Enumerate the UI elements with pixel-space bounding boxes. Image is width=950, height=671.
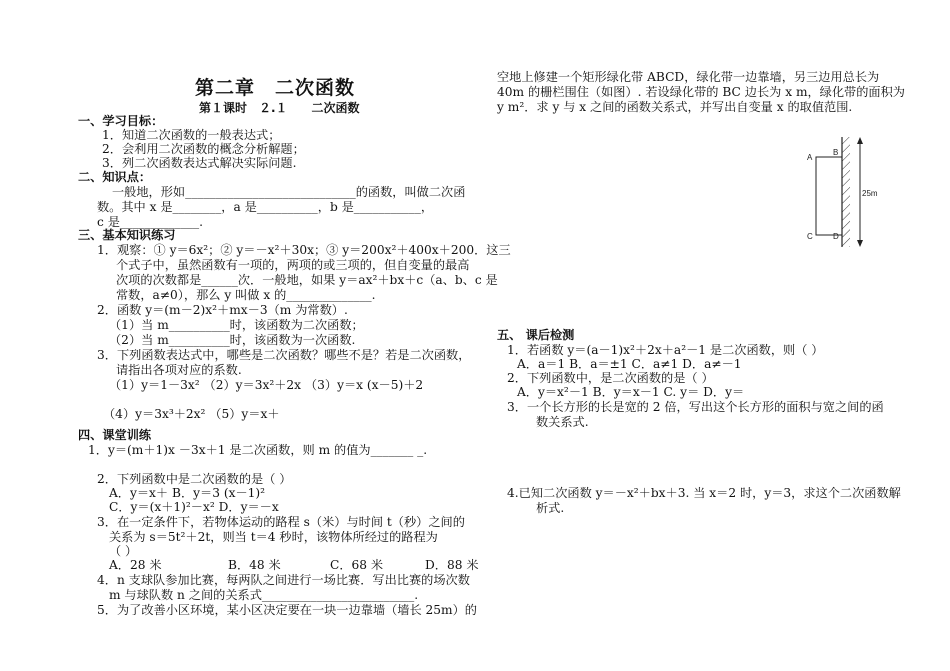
practice-line: 5．为了改善小区环境，某小区决定要在一块一边靠墙（墙长 25m）的 bbox=[97, 603, 477, 617]
practice-line: （ ） bbox=[109, 544, 138, 558]
page-title: 第二章 二次函数 bbox=[195, 77, 356, 99]
option: C．68 米 bbox=[330, 558, 384, 572]
check-line: 4.已知二次函数 y＝－x²＋bx＋3. 当 x＝2 时，y＝3，求这个二次函数解 bbox=[507, 486, 901, 500]
arrow-up-icon bbox=[857, 137, 863, 144]
greenbelt-figure bbox=[800, 135, 880, 250]
option: D．88 米 bbox=[425, 558, 479, 572]
check-line: 3．一个长方形的长是宽的 2 倍，写出这个长方形的面积与宽之间的函 bbox=[507, 400, 884, 414]
knowledge-line: 一般地，形如____________________________的函数，叫做二次函 bbox=[112, 185, 466, 199]
arrow-down-icon bbox=[857, 240, 863, 247]
label-d: D bbox=[833, 232, 839, 241]
exercise-line: （4）y＝3x³＋2x² （5）y＝x＋ bbox=[103, 407, 280, 421]
practice-line: C．y＝(x＋1)²－x² D．y＝－x bbox=[109, 500, 279, 514]
exercise-line: （2）当 m__________时，该函数为一次函数. bbox=[109, 333, 356, 347]
exercise-line: 请指出各项对应的系数. bbox=[116, 363, 242, 377]
label-b: B bbox=[833, 148, 839, 157]
greenbelt-rect bbox=[816, 157, 842, 235]
practice-line: 关系为 s＝5t²＋2t，则当 t＝4 秒时，该物体所经过的路程为 bbox=[109, 530, 438, 544]
exercise-line: 3．下列函数表达式中，哪些是二次函数？哪些不是？若是二次函数， bbox=[97, 348, 471, 362]
knowledge-line: 数。其中 x 是________，a 是__________，b 是___________， bbox=[97, 200, 434, 214]
lesson-subtitle: 第１课时 ２.１ 二次函数 bbox=[199, 101, 360, 115]
check-line: 数关系式. bbox=[536, 415, 589, 429]
problem-5-continued: y m²．求 y 与 x 之间的函数关系式，并写出自变量 x 的取值范围. bbox=[497, 100, 853, 114]
practice-line: 1．y＝(m＋1)x －3x＋1 是二次函数，则 m 的值为_______ _. bbox=[88, 443, 428, 457]
practice-line: A．y＝x＋ B．y＝3 (x－1)² bbox=[109, 486, 266, 500]
section-2-heading: 二、知识点： bbox=[78, 170, 152, 184]
wall-length-label: 25m bbox=[862, 189, 878, 198]
goal-item: 3．列二次函数表达式解决实际问题. bbox=[102, 156, 297, 170]
label-c: C bbox=[807, 232, 813, 241]
exercise-line: 个式子中，虽然函数有一项的，两项的或三项的，但自变量的最高 bbox=[116, 258, 470, 272]
check-line: 1．若函数 y＝(a－1)x²＋2x＋a²－1 是二次函数，则（ ） bbox=[507, 343, 824, 357]
exercise-line: （1）y＝1－3x² （2）y＝3x²＋2x （3）y＝x (x－5)＋2 bbox=[109, 378, 424, 392]
practice-line: m 与球队数 n 之间的关系式_________________________. bbox=[109, 588, 419, 602]
practice-line: 4．n 支球队参加比赛，每两队之间进行一场比赛．写出比赛的场次数 bbox=[97, 573, 470, 587]
option: B．48 米 bbox=[228, 558, 281, 572]
problem-5-continued: 40m 的栅栏围住（如图）. 若设绿化带的 BC 边长为 x m，绿化带的面积为 bbox=[497, 85, 905, 99]
check-line: 2．下列函数中，是二次函数的是（ ） bbox=[507, 371, 714, 385]
option: A．28 米 bbox=[109, 558, 162, 572]
exercise-line: 2．函数 y＝(m－2)x²＋mx－3（m 为常数）. bbox=[97, 303, 348, 317]
problem-5-continued: 空地上修建一个矩形绿化带 ABCD，绿化带一边靠墙，另三边用总长为 bbox=[497, 70, 880, 84]
section-4-heading: 四、课堂训练 bbox=[78, 428, 152, 442]
knowledge-line: c 是_____________. bbox=[97, 215, 203, 229]
exercise-line: （1）当 m__________时，该函数为二次函数； bbox=[109, 318, 364, 332]
goal-item: 2．会利用二次函数的概念分析解题； bbox=[102, 142, 305, 156]
practice-line: 3．在一定条件下，若物体运动的路程 s（米）与时间 t（秒）之间的 bbox=[97, 515, 465, 529]
label-a: A bbox=[807, 153, 813, 162]
wall-hatching bbox=[842, 137, 850, 247]
check-line: A．a＝1 B．a＝±1 C．a≠1 D．a≠－1 bbox=[517, 357, 742, 371]
goal-item: 1．知道二次函数的一般表达式； bbox=[102, 128, 281, 142]
exercise-line: 次项的次数都是______次．一般地，如果 y＝ax²＋bx＋c（a、b、c 是 bbox=[116, 273, 498, 287]
exercise-line: 1．观察：① y＝6x²；② y＝－x²＋30x；③ y＝200x²＋400x＋200．这三 bbox=[97, 243, 511, 257]
exercise-line: 常数，a≠0），那么 y 叫做 x 的______________. bbox=[116, 288, 376, 302]
practice-line: 2．下列函数中是二次函数的是（ ） bbox=[97, 472, 292, 486]
check-line: 析式. bbox=[536, 501, 565, 515]
section-1-heading: 一、学习目标： bbox=[78, 114, 164, 128]
section-3-heading: 三、基本知识练习 bbox=[78, 228, 176, 242]
section-5-heading: 五、 课后检测 bbox=[497, 328, 575, 342]
check-line: A．y＝x²－1 B．y＝x－1 C. y＝ D．y＝ bbox=[517, 385, 745, 399]
